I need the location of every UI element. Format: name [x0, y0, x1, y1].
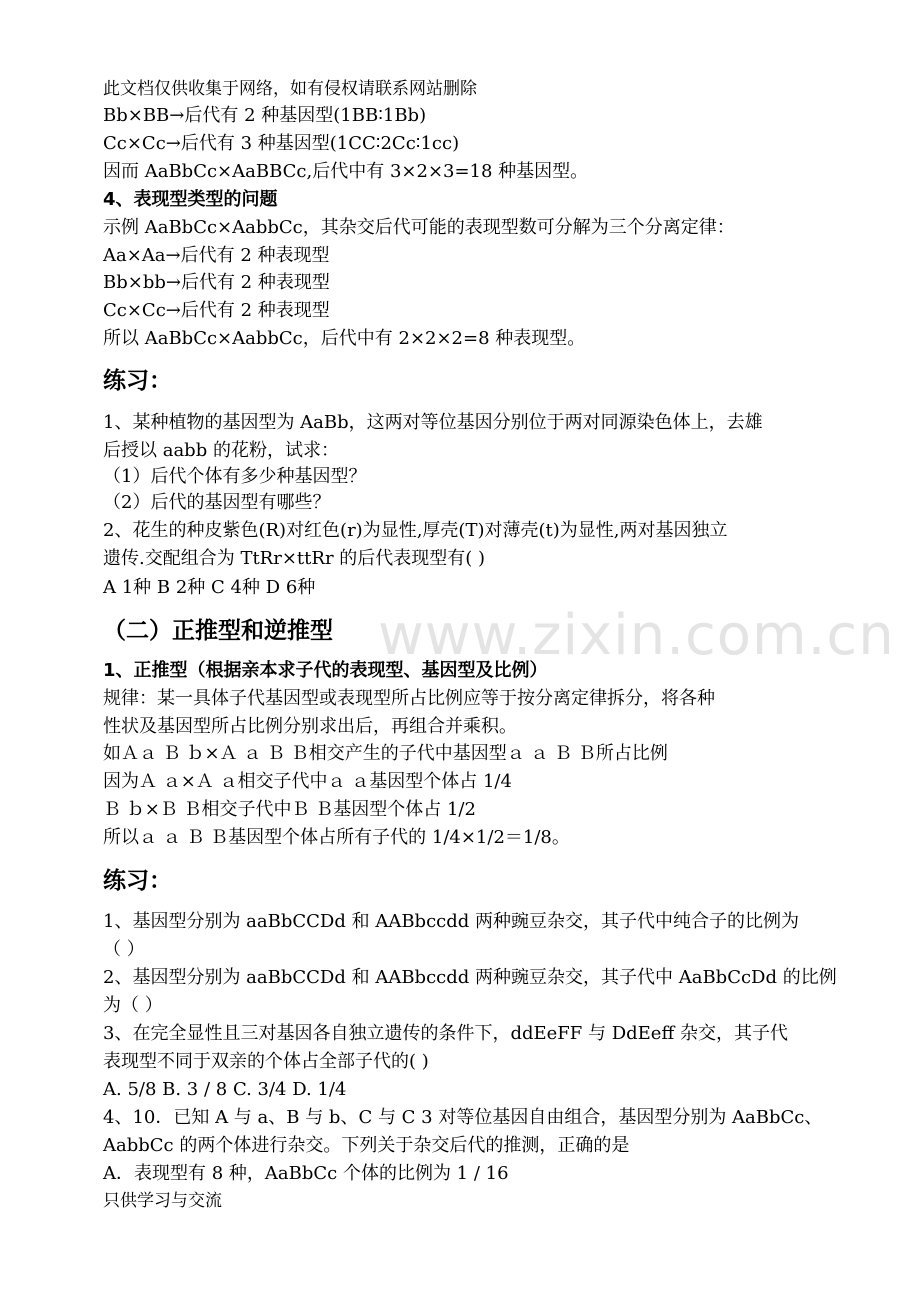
- question-line: 4、10．已知 A 与 a、B 与 b、C 与 C 3 对等位基因自由组合，基因型分别为 AaBbCc、: [103, 1107, 823, 1128]
- text-line: 因而 AaBbCc×AaBBCc,后代中有 3×2×3=18 种基因型。: [103, 161, 589, 182]
- practice-heading: 练习：: [103, 868, 172, 894]
- question-line: 1、基因型分别为 aaBbCCDd 和 AABbccdd 两种豌豆杂交，其子代中纯合子的比例为: [103, 911, 800, 932]
- question-line: 1、某种植物的基因型为 AaBb，这两对等位基因分别位于两对同源染色体上，去雄: [103, 412, 763, 433]
- question-line: （2）后代的基因型有哪些？: [103, 492, 331, 513]
- text-line: 所以ａ ａ Ｂ Ｂ基因型个体占所有子代的 1/4×1/2＝1/8。: [103, 827, 570, 848]
- text-line: Cc×Cc→后代有 2 种表现型: [103, 300, 330, 321]
- question-line: 遗传.交配组合为 TtRr×ttRr 的后代表现型有( ): [103, 548, 486, 569]
- text-line: Ｂ ｂ×Ｂ Ｂ相交子代中Ｂ Ｂ基因型个体占 1/2: [103, 799, 476, 820]
- question-line: （1）后代个体有多少种基因型？: [103, 466, 367, 487]
- answer-options: A. 5/8 B. 3 / 8 C. 3/4 D. 1/4: [103, 1079, 347, 1100]
- question-line: 3、在完全显性且三对基因各自独立遗传的条件下，ddEeFF 与 DdEeff 杂交，其子代: [103, 1023, 788, 1044]
- footer-note: 只供学习与交流: [103, 1191, 222, 1211]
- section-heading: 4、表现型类型的问题: [103, 189, 278, 210]
- question-line: 2、基因型分别为 aaBbCCDd 和 AABbccdd 两种豌豆杂交，其子代中 AaBbCcDd 的比例: [103, 967, 837, 988]
- question-line: （ ）: [103, 939, 145, 960]
- text-line: 性状及基因型所占比例分别求出后，再组合并乘积。: [103, 716, 517, 737]
- question-line: 为（ ）: [103, 995, 163, 1016]
- question-line: AabbCc 的两个体进行杂交。下列关于杂交后代的推测，正确的是: [103, 1135, 630, 1156]
- text-line: Bb×bb→后代有 2 种表现型: [103, 272, 330, 293]
- text-line: 如Ａａ Ｂ ｂ×Ａ ａ Ｂ Ｂ相交产生的子代中基因型ａ ａ Ｂ Ｂ所占比例: [103, 743, 668, 764]
- text-line: 所以 AaBbCc×AabbCc，后代中有 2×2×2=8 种表现型。: [103, 328, 586, 349]
- answer-options: A 1种 B 2种 C 4种 D 6种: [103, 577, 316, 598]
- question-line: 后授以 aabb 的花粉，试求：: [103, 440, 339, 461]
- text-line: 因为Ａ ａ×Ａ ａ相交子代中ａ ａ基因型个体占 1/4: [103, 771, 512, 792]
- text-line: Cc×Cc→后代有 3 种基因型(1CC∶2Cc∶1cc): [103, 133, 460, 154]
- text-line: 规律：某一具体子代基因型或表现型所占比例应等于按分离定律拆分，将各种: [103, 688, 715, 709]
- watermark: www.zixin.com.cn: [378, 603, 895, 668]
- section-heading: （二）正推型和逆推型: [103, 618, 333, 644]
- header-note: 此文档仅供收集于网络，如有侵权请联系网站删除: [103, 79, 477, 99]
- practice-heading: 练习：: [103, 368, 172, 394]
- question-line: 2、花生的种皮紫色(R)对红色(r)为显性,厚壳(T)对薄壳(t)为显性,两对基因独立: [103, 520, 728, 541]
- subsection-heading: 1、正推型（根据亲本求子代的表现型、基因型及比例）: [103, 660, 548, 681]
- text-line: Aa×Aa→后代有 2 种表现型: [103, 245, 330, 266]
- answer-option: A．表现型有 8 种，AaBbCc 个体的比例为 1 / 16: [103, 1163, 509, 1184]
- text-line: 示例 AaBbCc×AabbCc，其杂交后代可能的表现型数可分解为三个分离定律：: [103, 217, 735, 238]
- text-line: Bb×BB→后代有 2 种基因型(1BB∶1Bb): [103, 105, 427, 126]
- question-line: 表现型不同于双亲的个体占全部子代的( ): [103, 1051, 429, 1072]
